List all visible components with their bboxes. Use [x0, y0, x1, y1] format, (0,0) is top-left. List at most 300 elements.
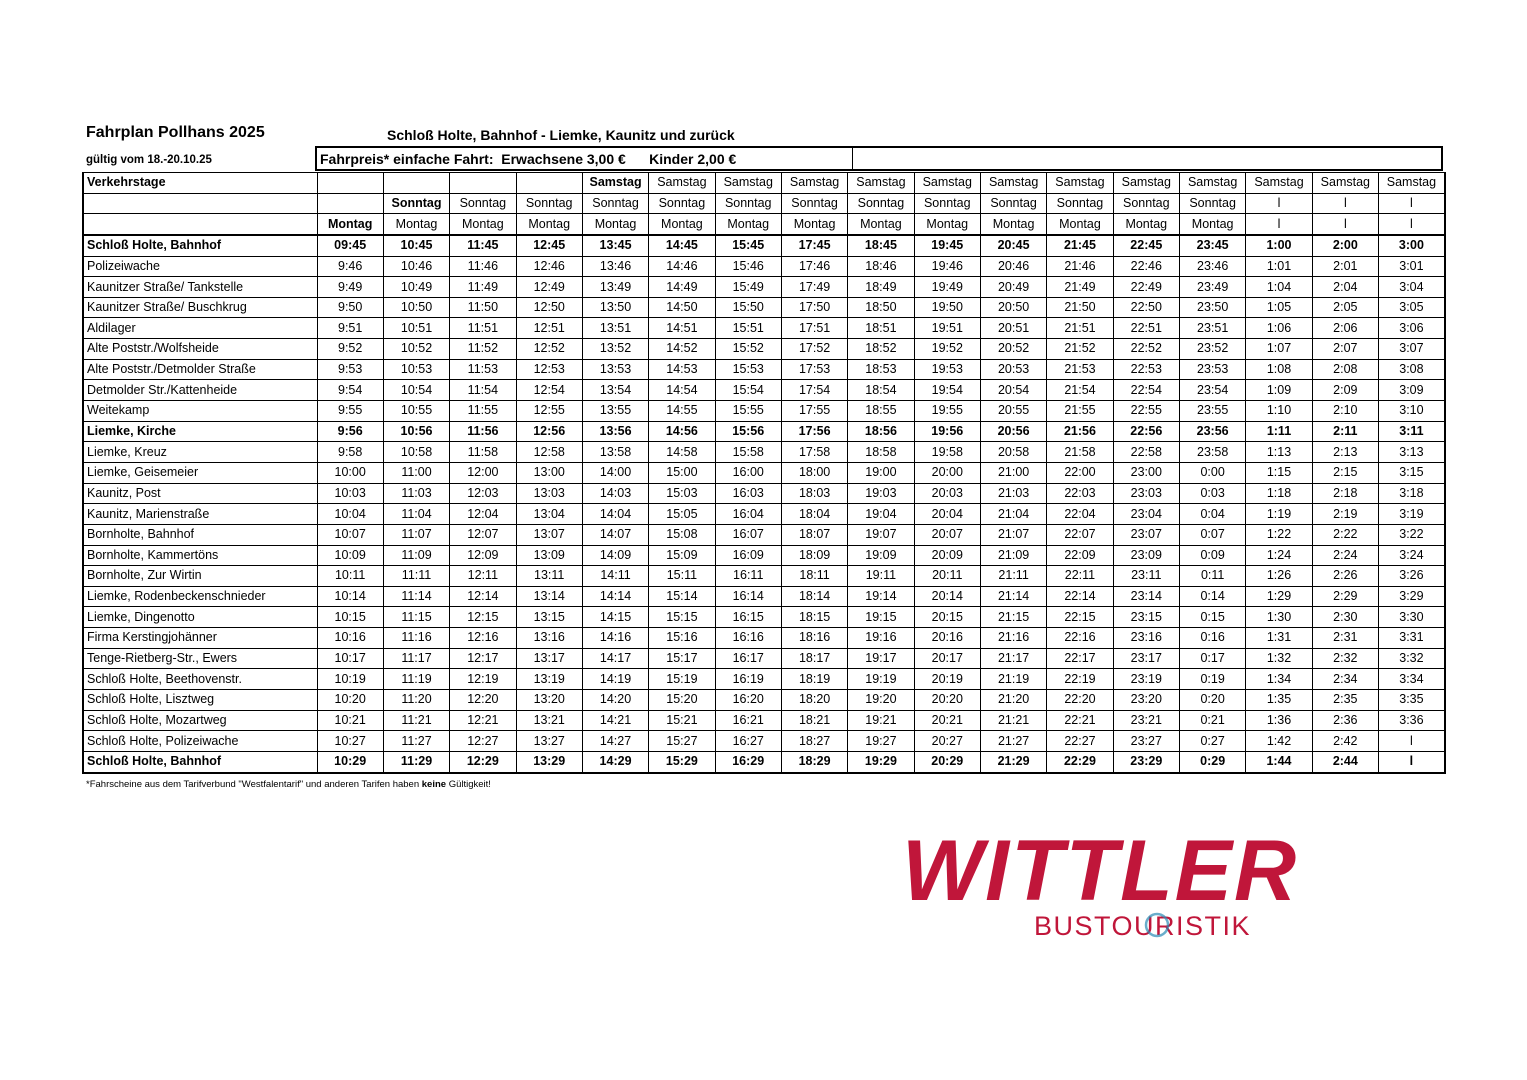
- time-cell: 22:56: [1113, 421, 1179, 442]
- time-cell: 11:51: [450, 318, 516, 339]
- time-cell: 19:14: [848, 586, 914, 607]
- time-cell: 10:55: [383, 401, 449, 422]
- time-cell: 18:16: [781, 628, 847, 649]
- time-cell: 21:51: [1047, 318, 1113, 339]
- time-cell: 17:50: [781, 297, 847, 318]
- day-cell: Sonntag: [649, 193, 715, 214]
- table-row: [83, 566, 1445, 587]
- time-cell: 16:00: [715, 462, 781, 483]
- time-cell: 2:18: [1312, 483, 1378, 504]
- time-cell: 21:09: [980, 545, 1046, 566]
- time-cell: 12:19: [450, 669, 516, 690]
- time-cell: 22:54: [1113, 380, 1179, 401]
- time-cell: 18:58: [848, 442, 914, 463]
- time-cell: 0:20: [1179, 690, 1245, 711]
- time-cell: 11:20: [383, 690, 449, 711]
- stop-name: Bornholte, Bahnhof: [83, 524, 317, 545]
- time-cell: 3:15: [1379, 462, 1445, 483]
- time-cell: 1:29: [1246, 586, 1312, 607]
- time-cell: 23:00: [1113, 462, 1179, 483]
- time-cell: 14:56: [649, 421, 715, 442]
- time-cell: 21:17: [980, 648, 1046, 669]
- time-cell: 13:55: [582, 401, 648, 422]
- time-cell: 21:45: [1047, 235, 1113, 256]
- time-cell: 0:21: [1179, 710, 1245, 731]
- time-cell: 13:45: [582, 235, 648, 256]
- time-cell: 10:07: [317, 524, 383, 545]
- time-cell: 12:45: [516, 235, 582, 256]
- time-cell: 0:27: [1179, 731, 1245, 752]
- time-cell: 19:29: [848, 751, 914, 772]
- time-cell: 3:09: [1379, 380, 1445, 401]
- time-cell: 13:11: [516, 566, 582, 587]
- time-cell: 13:15: [516, 607, 582, 628]
- time-cell: 10:45: [383, 235, 449, 256]
- time-cell: 11:45: [450, 235, 516, 256]
- time-cell: 12:00: [450, 462, 516, 483]
- table-row: [83, 235, 1445, 256]
- time-cell: 23:03: [1113, 483, 1179, 504]
- time-cell: 15:54: [715, 380, 781, 401]
- time-cell: 11:15: [383, 607, 449, 628]
- stop-name: Liemke, Kirche: [83, 421, 317, 442]
- day-cell: Samstag: [1047, 173, 1113, 194]
- time-cell: 9:49: [317, 277, 383, 298]
- time-cell: 15:29: [649, 751, 715, 772]
- time-cell: 19:46: [914, 256, 980, 277]
- time-cell: 2:09: [1312, 380, 1378, 401]
- time-cell: 12:56: [516, 421, 582, 442]
- time-cell: 1:32: [1246, 648, 1312, 669]
- header-label-empty: [83, 193, 317, 214]
- time-cell: 14:03: [582, 483, 648, 504]
- time-cell: 20:53: [980, 359, 1046, 380]
- time-cell: 3:10: [1379, 401, 1445, 422]
- time-cell: 19:00: [848, 462, 914, 483]
- time-cell: 21:19: [980, 669, 1046, 690]
- time-cell: 19:07: [848, 524, 914, 545]
- time-cell: 3:22: [1379, 524, 1445, 545]
- time-cell: 1:11: [1246, 421, 1312, 442]
- stop-name: Liemke, Geisemeier: [83, 462, 317, 483]
- time-cell: 11:27: [383, 731, 449, 752]
- time-cell: 21:55: [1047, 401, 1113, 422]
- time-cell: 19:27: [848, 731, 914, 752]
- time-cell: 15:55: [715, 401, 781, 422]
- day-cell: Samstag: [914, 173, 980, 194]
- time-cell: 12:17: [450, 648, 516, 669]
- time-cell: 13:00: [516, 462, 582, 483]
- time-cell: 15:16: [649, 628, 715, 649]
- time-cell: 3:08: [1379, 359, 1445, 380]
- time-cell: 10:17: [317, 648, 383, 669]
- time-cell: 15:58: [715, 442, 781, 463]
- time-cell: 1:24: [1246, 545, 1312, 566]
- time-cell: 22:07: [1047, 524, 1113, 545]
- time-cell: 1:00: [1246, 235, 1312, 256]
- time-cell: 14:45: [649, 235, 715, 256]
- day-cell: Samstag: [1113, 173, 1179, 194]
- time-cell: 13:16: [516, 628, 582, 649]
- time-cell: 9:52: [317, 339, 383, 360]
- time-cell: 16:16: [715, 628, 781, 649]
- time-cell: 14:09: [582, 545, 648, 566]
- time-cell: 13:17: [516, 648, 582, 669]
- time-cell: 20:21: [914, 710, 980, 731]
- time-cell: 22:20: [1047, 690, 1113, 711]
- day-cell: l: [1379, 193, 1445, 214]
- time-cell: 10:14: [317, 586, 383, 607]
- day-cell: Montag: [649, 214, 715, 235]
- day-cell: Samstag: [715, 173, 781, 194]
- day-cell: l: [1312, 193, 1378, 214]
- time-cell: 11:14: [383, 586, 449, 607]
- time-cell: 21:46: [1047, 256, 1113, 277]
- time-cell: 12:09: [450, 545, 516, 566]
- day-cell: Samstag: [649, 173, 715, 194]
- header-label: Verkehrstage: [83, 173, 317, 194]
- table-row: [83, 524, 1445, 545]
- time-cell: 12:46: [516, 256, 582, 277]
- stop-name: Liemke, Rodenbeckenschnieder: [83, 586, 317, 607]
- time-cell: 1:08: [1246, 359, 1312, 380]
- time-cell: 22:00: [1047, 462, 1113, 483]
- table-row: [83, 380, 1445, 401]
- day-cell: l: [1246, 214, 1312, 235]
- time-cell: 19:52: [914, 339, 980, 360]
- stop-name: Alte Poststr./Detmolder Straße: [83, 359, 317, 380]
- table-row: [83, 504, 1445, 525]
- day-cell: Montag: [317, 214, 383, 235]
- time-cell: 11:00: [383, 462, 449, 483]
- time-cell: 22:19: [1047, 669, 1113, 690]
- time-cell: 9:55: [317, 401, 383, 422]
- time-cell: 23:04: [1113, 504, 1179, 525]
- time-cell: 2:15: [1312, 462, 1378, 483]
- time-cell: 3:07: [1379, 339, 1445, 360]
- time-cell: 14:58: [649, 442, 715, 463]
- time-cell: 22:03: [1047, 483, 1113, 504]
- validity-text: gültig vom 18.-20.10.25: [86, 154, 212, 166]
- time-cell: 14:51: [649, 318, 715, 339]
- time-cell: 15:00: [649, 462, 715, 483]
- time-cell: 2:42: [1312, 731, 1378, 752]
- time-cell: 19:04: [848, 504, 914, 525]
- time-cell: 0:29: [1179, 751, 1245, 772]
- table-row: [83, 401, 1445, 422]
- time-cell: 20:11: [914, 566, 980, 587]
- time-cell: 18:15: [781, 607, 847, 628]
- time-cell: 11:11: [383, 566, 449, 587]
- time-cell: 1:18: [1246, 483, 1312, 504]
- time-cell: 3:01: [1379, 256, 1445, 277]
- time-cell: 11:16: [383, 628, 449, 649]
- time-cell: 19:50: [914, 297, 980, 318]
- time-cell: 13:49: [582, 277, 648, 298]
- time-cell: 20:54: [980, 380, 1046, 401]
- time-cell: 21:58: [1047, 442, 1113, 463]
- time-cell: 11:03: [383, 483, 449, 504]
- time-cell: 14:15: [582, 607, 648, 628]
- time-cell: 15:27: [649, 731, 715, 752]
- time-cell: 19:49: [914, 277, 980, 298]
- time-cell: 21:07: [980, 524, 1046, 545]
- time-cell: 10:11: [317, 566, 383, 587]
- timetable: [82, 172, 1446, 774]
- time-cell: 9:53: [317, 359, 383, 380]
- time-cell: 14:27: [582, 731, 648, 752]
- time-cell: 14:16: [582, 628, 648, 649]
- time-cell: 13:29: [516, 751, 582, 772]
- time-cell: 18:46: [848, 256, 914, 277]
- time-cell: 1:26: [1246, 566, 1312, 587]
- stop-name: Weitekamp: [83, 401, 317, 422]
- time-cell: 18:03: [781, 483, 847, 504]
- time-cell: 16:17: [715, 648, 781, 669]
- table-row: [83, 607, 1445, 628]
- time-cell: 14:04: [582, 504, 648, 525]
- time-cell: 22:29: [1047, 751, 1113, 772]
- day-cell: Montag: [848, 214, 914, 235]
- time-cell: 21:15: [980, 607, 1046, 628]
- time-cell: 13:56: [582, 421, 648, 442]
- time-cell: 12:55: [516, 401, 582, 422]
- time-cell: 3:36: [1379, 710, 1445, 731]
- time-cell: 18:00: [781, 462, 847, 483]
- table-row: [83, 297, 1445, 318]
- time-cell: 1:35: [1246, 690, 1312, 711]
- time-cell: 12:54: [516, 380, 582, 401]
- table-row: [83, 483, 1445, 504]
- time-cell: 1:30: [1246, 607, 1312, 628]
- time-cell: 20:00: [914, 462, 980, 483]
- time-cell: 15:45: [715, 235, 781, 256]
- time-cell: 15:15: [649, 607, 715, 628]
- time-cell: 2:35: [1312, 690, 1378, 711]
- table-row: [83, 256, 1445, 277]
- time-cell: 13:50: [582, 297, 648, 318]
- time-cell: 10:53: [383, 359, 449, 380]
- table-row: [83, 586, 1445, 607]
- time-cell: 1:05: [1246, 297, 1312, 318]
- stop-name: Schloß Holte, Bahnhof: [83, 751, 317, 772]
- time-cell: 15:03: [649, 483, 715, 504]
- time-cell: 23:14: [1113, 586, 1179, 607]
- stop-name: Kaunitzer Straße/ Tankstelle: [83, 277, 317, 298]
- day-cell: Montag: [1179, 214, 1245, 235]
- table-row: [83, 669, 1445, 690]
- time-cell: 20:52: [980, 339, 1046, 360]
- time-cell: 18:21: [781, 710, 847, 731]
- day-cell: [450, 173, 516, 194]
- time-cell: 14:11: [582, 566, 648, 587]
- time-cell: 20:09: [914, 545, 980, 566]
- time-cell: 18:49: [848, 277, 914, 298]
- time-cell: 19:45: [914, 235, 980, 256]
- time-cell: 18:56: [848, 421, 914, 442]
- time-cell: 9:56: [317, 421, 383, 442]
- time-cell: 15:20: [649, 690, 715, 711]
- table-row: [83, 421, 1445, 442]
- day-cell: l: [1246, 193, 1312, 214]
- time-cell: 19:15: [848, 607, 914, 628]
- time-cell: 18:11: [781, 566, 847, 587]
- time-cell: 10:50: [383, 297, 449, 318]
- time-cell: 2:07: [1312, 339, 1378, 360]
- time-cell: 23:11: [1113, 566, 1179, 587]
- time-cell: 2:08: [1312, 359, 1378, 380]
- time-cell: 2:01: [1312, 256, 1378, 277]
- time-cell: 3:31: [1379, 628, 1445, 649]
- time-cell: 10:20: [317, 690, 383, 711]
- day-cell: Samstag: [848, 173, 914, 194]
- time-cell: 13:19: [516, 669, 582, 690]
- time-cell: 22:15: [1047, 607, 1113, 628]
- time-cell: 23:16: [1113, 628, 1179, 649]
- time-cell: 1:31: [1246, 628, 1312, 649]
- time-cell: 1:10: [1246, 401, 1312, 422]
- time-cell: 21:14: [980, 586, 1046, 607]
- time-cell: 17:55: [781, 401, 847, 422]
- time-cell: 20:29: [914, 751, 980, 772]
- time-cell: 3:35: [1379, 690, 1445, 711]
- time-cell: 10:21: [317, 710, 383, 731]
- time-cell: 2:24: [1312, 545, 1378, 566]
- time-cell: 16:04: [715, 504, 781, 525]
- time-cell: 22:49: [1113, 277, 1179, 298]
- day-cell: Montag: [516, 214, 582, 235]
- time-cell: 12:50: [516, 297, 582, 318]
- time-cell: 17:46: [781, 256, 847, 277]
- day-cell: Samstag: [781, 173, 847, 194]
- time-cell: 1:09: [1246, 380, 1312, 401]
- time-cell: 10:04: [317, 504, 383, 525]
- time-cell: 20:19: [914, 669, 980, 690]
- time-cell: 13:58: [582, 442, 648, 463]
- time-cell: 9:51: [317, 318, 383, 339]
- day-cell: Sonntag: [582, 193, 648, 214]
- time-cell: 15:14: [649, 586, 715, 607]
- wittler-logo: [900, 812, 1340, 942]
- time-cell: 10:29: [317, 751, 383, 772]
- time-cell: 23:07: [1113, 524, 1179, 545]
- price-text: Fahrpreis* einfache Fahrt: Erwachsene 3,00 € Kinder 2,00 €: [317, 148, 853, 169]
- time-cell: 13:04: [516, 504, 582, 525]
- day-cell: Montag: [1047, 214, 1113, 235]
- time-cell: 10:16: [317, 628, 383, 649]
- time-cell: 13:07: [516, 524, 582, 545]
- header-row: [83, 193, 1445, 214]
- time-cell: 0:11: [1179, 566, 1245, 587]
- stop-name: Detmolder Str./Kattenheide: [83, 380, 317, 401]
- stop-name: Kaunitz, Post: [83, 483, 317, 504]
- time-cell: 3:11: [1379, 421, 1445, 442]
- time-cell: 12:20: [450, 690, 516, 711]
- table-row: [83, 710, 1445, 731]
- time-cell: 12:52: [516, 339, 582, 360]
- time-cell: 21:53: [1047, 359, 1113, 380]
- time-cell: 15:51: [715, 318, 781, 339]
- time-cell: 23:56: [1179, 421, 1245, 442]
- time-cell: 22:58: [1113, 442, 1179, 463]
- time-cell: 21:50: [1047, 297, 1113, 318]
- stop-name: Kaunitz, Marienstraße: [83, 504, 317, 525]
- time-cell: 20:16: [914, 628, 980, 649]
- time-cell: 11:58: [450, 442, 516, 463]
- header-row: [83, 173, 1445, 194]
- time-cell: 18:19: [781, 669, 847, 690]
- time-cell: 23:19: [1113, 669, 1179, 690]
- table-row: [83, 339, 1445, 360]
- time-cell: 10:58: [383, 442, 449, 463]
- time-cell: 3:24: [1379, 545, 1445, 566]
- time-cell: 20:04: [914, 504, 980, 525]
- time-cell: 16:14: [715, 586, 781, 607]
- time-cell: 15:56: [715, 421, 781, 442]
- time-cell: 14:20: [582, 690, 648, 711]
- time-cell: 1:06: [1246, 318, 1312, 339]
- time-cell: 19:51: [914, 318, 980, 339]
- time-cell: 21:16: [980, 628, 1046, 649]
- table-row: [83, 545, 1445, 566]
- time-cell: 13:20: [516, 690, 582, 711]
- logo-tagline-text: BUSTOURISTIK: [1034, 911, 1252, 941]
- time-cell: 19:11: [848, 566, 914, 587]
- time-cell: 20:50: [980, 297, 1046, 318]
- time-cell: 22:55: [1113, 401, 1179, 422]
- time-cell: 23:52: [1179, 339, 1245, 360]
- time-cell: 15:21: [649, 710, 715, 731]
- time-cell: 16:03: [715, 483, 781, 504]
- time-cell: 11:09: [383, 545, 449, 566]
- day-cell: Samstag: [1379, 173, 1445, 194]
- time-cell: 3:26: [1379, 566, 1445, 587]
- time-cell: 16:07: [715, 524, 781, 545]
- time-cell: 19:54: [914, 380, 980, 401]
- day-cell: Sonntag: [1179, 193, 1245, 214]
- time-cell: 11:55: [450, 401, 516, 422]
- time-cell: 11:50: [450, 297, 516, 318]
- time-cell: 19:17: [848, 648, 914, 669]
- time-cell: 21:03: [980, 483, 1046, 504]
- time-cell: 13:52: [582, 339, 648, 360]
- time-cell: 17:52: [781, 339, 847, 360]
- day-cell: Sonntag: [516, 193, 582, 214]
- time-cell: 3:00: [1379, 235, 1445, 256]
- time-cell: 21:11: [980, 566, 1046, 587]
- time-cell: 16:09: [715, 545, 781, 566]
- time-cell: 1:36: [1246, 710, 1312, 731]
- time-cell: 0:15: [1179, 607, 1245, 628]
- table-row: [83, 751, 1445, 772]
- time-cell: 23:27: [1113, 731, 1179, 752]
- time-cell: 1:44: [1246, 751, 1312, 772]
- time-cell: 3:19: [1379, 504, 1445, 525]
- time-cell: 21:52: [1047, 339, 1113, 360]
- time-cell: 12:16: [450, 628, 516, 649]
- time-cell: 2:05: [1312, 297, 1378, 318]
- stop-name: Polizeiwache: [83, 256, 317, 277]
- time-cell: 16:15: [715, 607, 781, 628]
- time-cell: 10:27: [317, 731, 383, 752]
- time-cell: 18:50: [848, 297, 914, 318]
- time-cell: 15:52: [715, 339, 781, 360]
- time-cell: 21:00: [980, 462, 1046, 483]
- time-cell: 14:14: [582, 586, 648, 607]
- time-cell: 0:09: [1179, 545, 1245, 566]
- time-cell: 2:32: [1312, 648, 1378, 669]
- time-cell: 18:55: [848, 401, 914, 422]
